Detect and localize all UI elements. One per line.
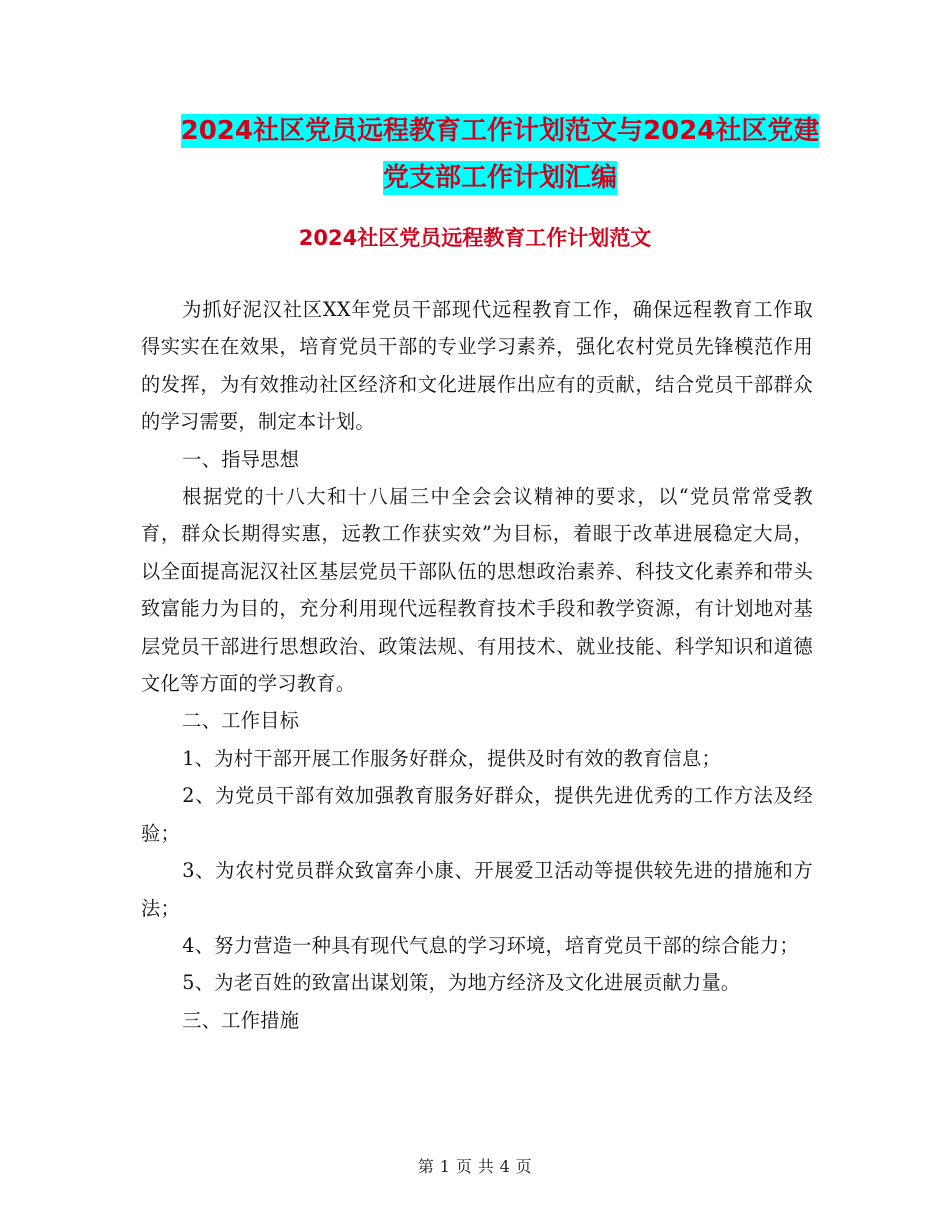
goal-item-4: 4、努力营造一种具有现代气息的学习环境，培育党员干部的综合能力； (182, 933, 799, 957)
paragraph-intro: 为抓好泥汉社区XX年党员干部现代远程教育工作，确保远程教育工作取得实实在在效果，培育党员干部的专业学习素养，强化农村党员先锋模范作用的发挥，为有效推动社区经济和文化进展作出应有的贡献，结合党员干部群众的学习需要，制定本计划。 (141, 298, 813, 434)
goal-item-1: 1、为村干部开展工作服务好群众，提供及时有效的教育信息； (182, 746, 721, 770)
goal-item-3: 3、为农村党员群众致富奔小康、开展爱卫活动等提供较先进的措施和方法； (141, 859, 813, 920)
goal-item-5: 5、为老百姓的致富出谋划策，为地方经济及文化进展贡献力量。 (182, 971, 741, 995)
title-line-2: 党支部工作计划汇编 (382, 163, 617, 193)
section-title: 2024社区党员远程教育工作计划范文 (298, 226, 652, 250)
goal-item-2: 2、为党员干部有效加强教育服务好群众，提供先进优秀的工作方法及经验； (141, 784, 813, 845)
heading-guiding-ideology: 一、指导思想 (182, 447, 300, 471)
paragraph-guiding-ideology: 根据党的十八大和十八届三中全会会议精神的要求，以“党员常常受教育，群众长期得实惠，远教工作获实效”为目标，着眼于改革进展稳定大局，以全面提高泥汉社区基层党员干部队伍的思想政治素养、科技文化素养和带头致富能力为目的，充分利用现代远程教育技术手段和教学资源，有计划地对基层党员干部进行思想政治、政策法规、有用技术、就业技能、科学知识和道德文化等方面的学习教育。 (141, 485, 813, 696)
page-number-footer: 第 1 页 共 4 页 (417, 1157, 533, 1176)
document-title (140, 108, 860, 202)
heading-work-goals: 二、工作目标 (182, 709, 300, 733)
title-line-1: 2024社区党员远程教育工作计划范文与2024社区党建 (180, 116, 820, 146)
heading-work-measures: 三、工作措施 (182, 1008, 300, 1032)
document-body (141, 291, 813, 1039)
